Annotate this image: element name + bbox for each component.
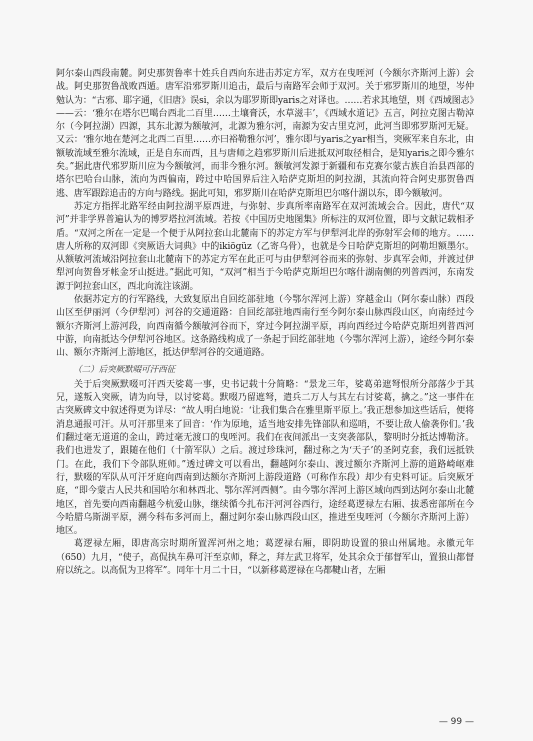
- paragraph: 苏定方指挥北路军经由阿拉湖平原西进，与弥射、步真所率南路军在双河流域会合。因此，唐代“双河”并非学界普遍认为的博罗塔拉河流域。若按《中国历史地图集》所标注的双河位置，即与文献记载相矛盾。“双河之所在一定是一个便于从阿拉套山北麓南下的苏定方军与伊犁河北岸的弥射军会师的地方。……唐人所称的双河即《突厥语大词典》中的ikiögüz（乙寄乌骨），也就是今日哈萨克斯坦的阿勒坦额墨尔。从额敏河流域沿阿拉套山北麓南下的苏定方军在此正可与由伊犁河谷而来的弥射、步真军会师，并渡过伊犁河向贺鲁牙帐金牙山挺进。”据此可知，“双河”相当于今哈萨克斯坦巴尔喀什湖南侧的列普西河，东南发源于阿拉套山区，西北向流注该湖。: [56, 201, 474, 292]
- paragraph: 阿尔泰山西段南麓。阿史那贺鲁率十姓兵自西向东进击苏定方军，双方在曳咥河（今额尔齐斯河上游）会战。阿史那贺鲁战败西遁。唐军沿邪罗斯川追击，最后与南路军会师于双河。关于邪罗斯川的地望，岑仲勉认为：“古邪、耶字通，《旧唐》误si，余以为耶罗斯即yaris之对译也。……若求其地望，则《西域图志》——云：‘雅尔在塔尔巴噶台西北二百里……土壤膏沃，水草滋丰’，《西域水道记》五言，阿拉克图古勒淖尔（今阿拉湖）四源，其东北源为额敏河，北源为雅尔河，南源为安古里克河，此河当即邪罗斯河无疑。又云：‘雅尔地在楚河之北西二百里……亦曰裕勒雅尔河’，雅尔即与yaris之yar相当，突厥军来自东北，由额敏流域至雅尔流域，正是自东而西，且与唐师之趋邪罗斯川后进抵双河取径相合，是知yaris之即今雅尔矣。”据此唐代邪罗斯川应为今额敏河，而非今雅尔河。额敏河发源于新疆和布克赛尔蒙古族自治县西部的塔尔巴哈台山脉，流向为西偏南，跨过中哈国界后注入哈萨克斯坦的阿拉湖，其流向符合阿史那贺鲁西逃、唐军跟踪追击的方向与路线。据此可知，邪罗斯川在哈萨克斯坦巴尔喀什湖以东，即今额敏河。: [56, 69, 474, 199]
- paragraph: 关于后突厥默啜可汗西天娑葛一事，史书记载十分简略：“景龙三年，娑葛弟遮弩恨所分部落少于其兄，遂叛入突厥，请为向导，以讨娑葛。默啜乃留遮弩，遣兵二万人与其左右讨娑葛，擒之。”这一事件在古突厥碑文中叙述得更为详尽：“故人明白地说：‘让我们集合在雅里斯平原上。’我正想参加这些话后，便将消息通报可汗。从可汗那里来了回音：‘作为原地，适当地安排先锋部队和巡哨，不要让敌人偷袭你们。’我们翻过毫无道道的金山，跨过毫无渡口的曳咥河。我们在夜间派出一支突袭部队，黎明时分抵达博勒济。我们也进发了，跟随在他们（十箭军队）之后。渡过珍珠河，翻过称之为‘天子’的圣阿克套，我们远抵铁门。在此，我们下令部队班师。”透过碑文可以看出，翻越阿尔泰山、渡过额尔齐斯河上游的道路崎岖难行，默啜的军队从可汗牙庭向西南到达额尔齐斯河上游段道路（可称作东段）却少有史料可证。后突厥牙庭，“即今蒙古人民共和国哈尔和林西北、鄂尔浑河西侧”。由今鄂尔浑河上游区域向西到达阿尔泰山北麓地区，首先要向西南翻越今杭爱山脉，继续循今扎布汗河河谷西行，途经葛逻禄左右厢、拔悉密部所在今今哈腊乌斯湖平原，溯今科布多河而上，翻过阿尔泰山脉西段山区，推进至曳咥河（今额尔齐斯河上游）地区。: [56, 379, 474, 537]
- document-page: [56, 68, 474, 578]
- paragraph: 葛逻禄左厢，即唐高宗时期所置浑河州之地；葛逻禄右厢，即阴助设置的狼山州属地。永徽元年（650）九月，“使子，高侃执车鼻可汗至京师，释之，拜左武卫将军，处其余众于郁督军山，置狼山都督府以统之。以高侃为卫将军”。同年十月二十日，“以新移葛逻禄在乌都鞬山者，左厢: [56, 539, 474, 576]
- section-heading: （二）后突厥默啜可汗西征: [73, 364, 176, 375]
- page-number: — 99 —: [438, 717, 474, 727]
- paragraph: 依据苏定方的行军路线，大致复原出自回纥部驻地（今鄂尔浑河上游）穿越金山（阿尔泰山脉）西段山区至伊丽河（今伊犁河）河谷的交通道路：自回纥部驻地西南行至今阿尔泰山脉西段山区，向南经过今额尔齐斯河上游河段，向西南循今额敏河谷而下，穿过今阿拉湖平原，再向西经过今哈萨克斯坦列普西河中游，向南抵达今伊犁河谷地区。这条路线构成了一条起于回纥部驻地（今鄂尔浑河上游），途经今阿尔泰山、额尔齐斯河上游地区，抵达伊犁河谷的交通道路。: [56, 295, 474, 359]
